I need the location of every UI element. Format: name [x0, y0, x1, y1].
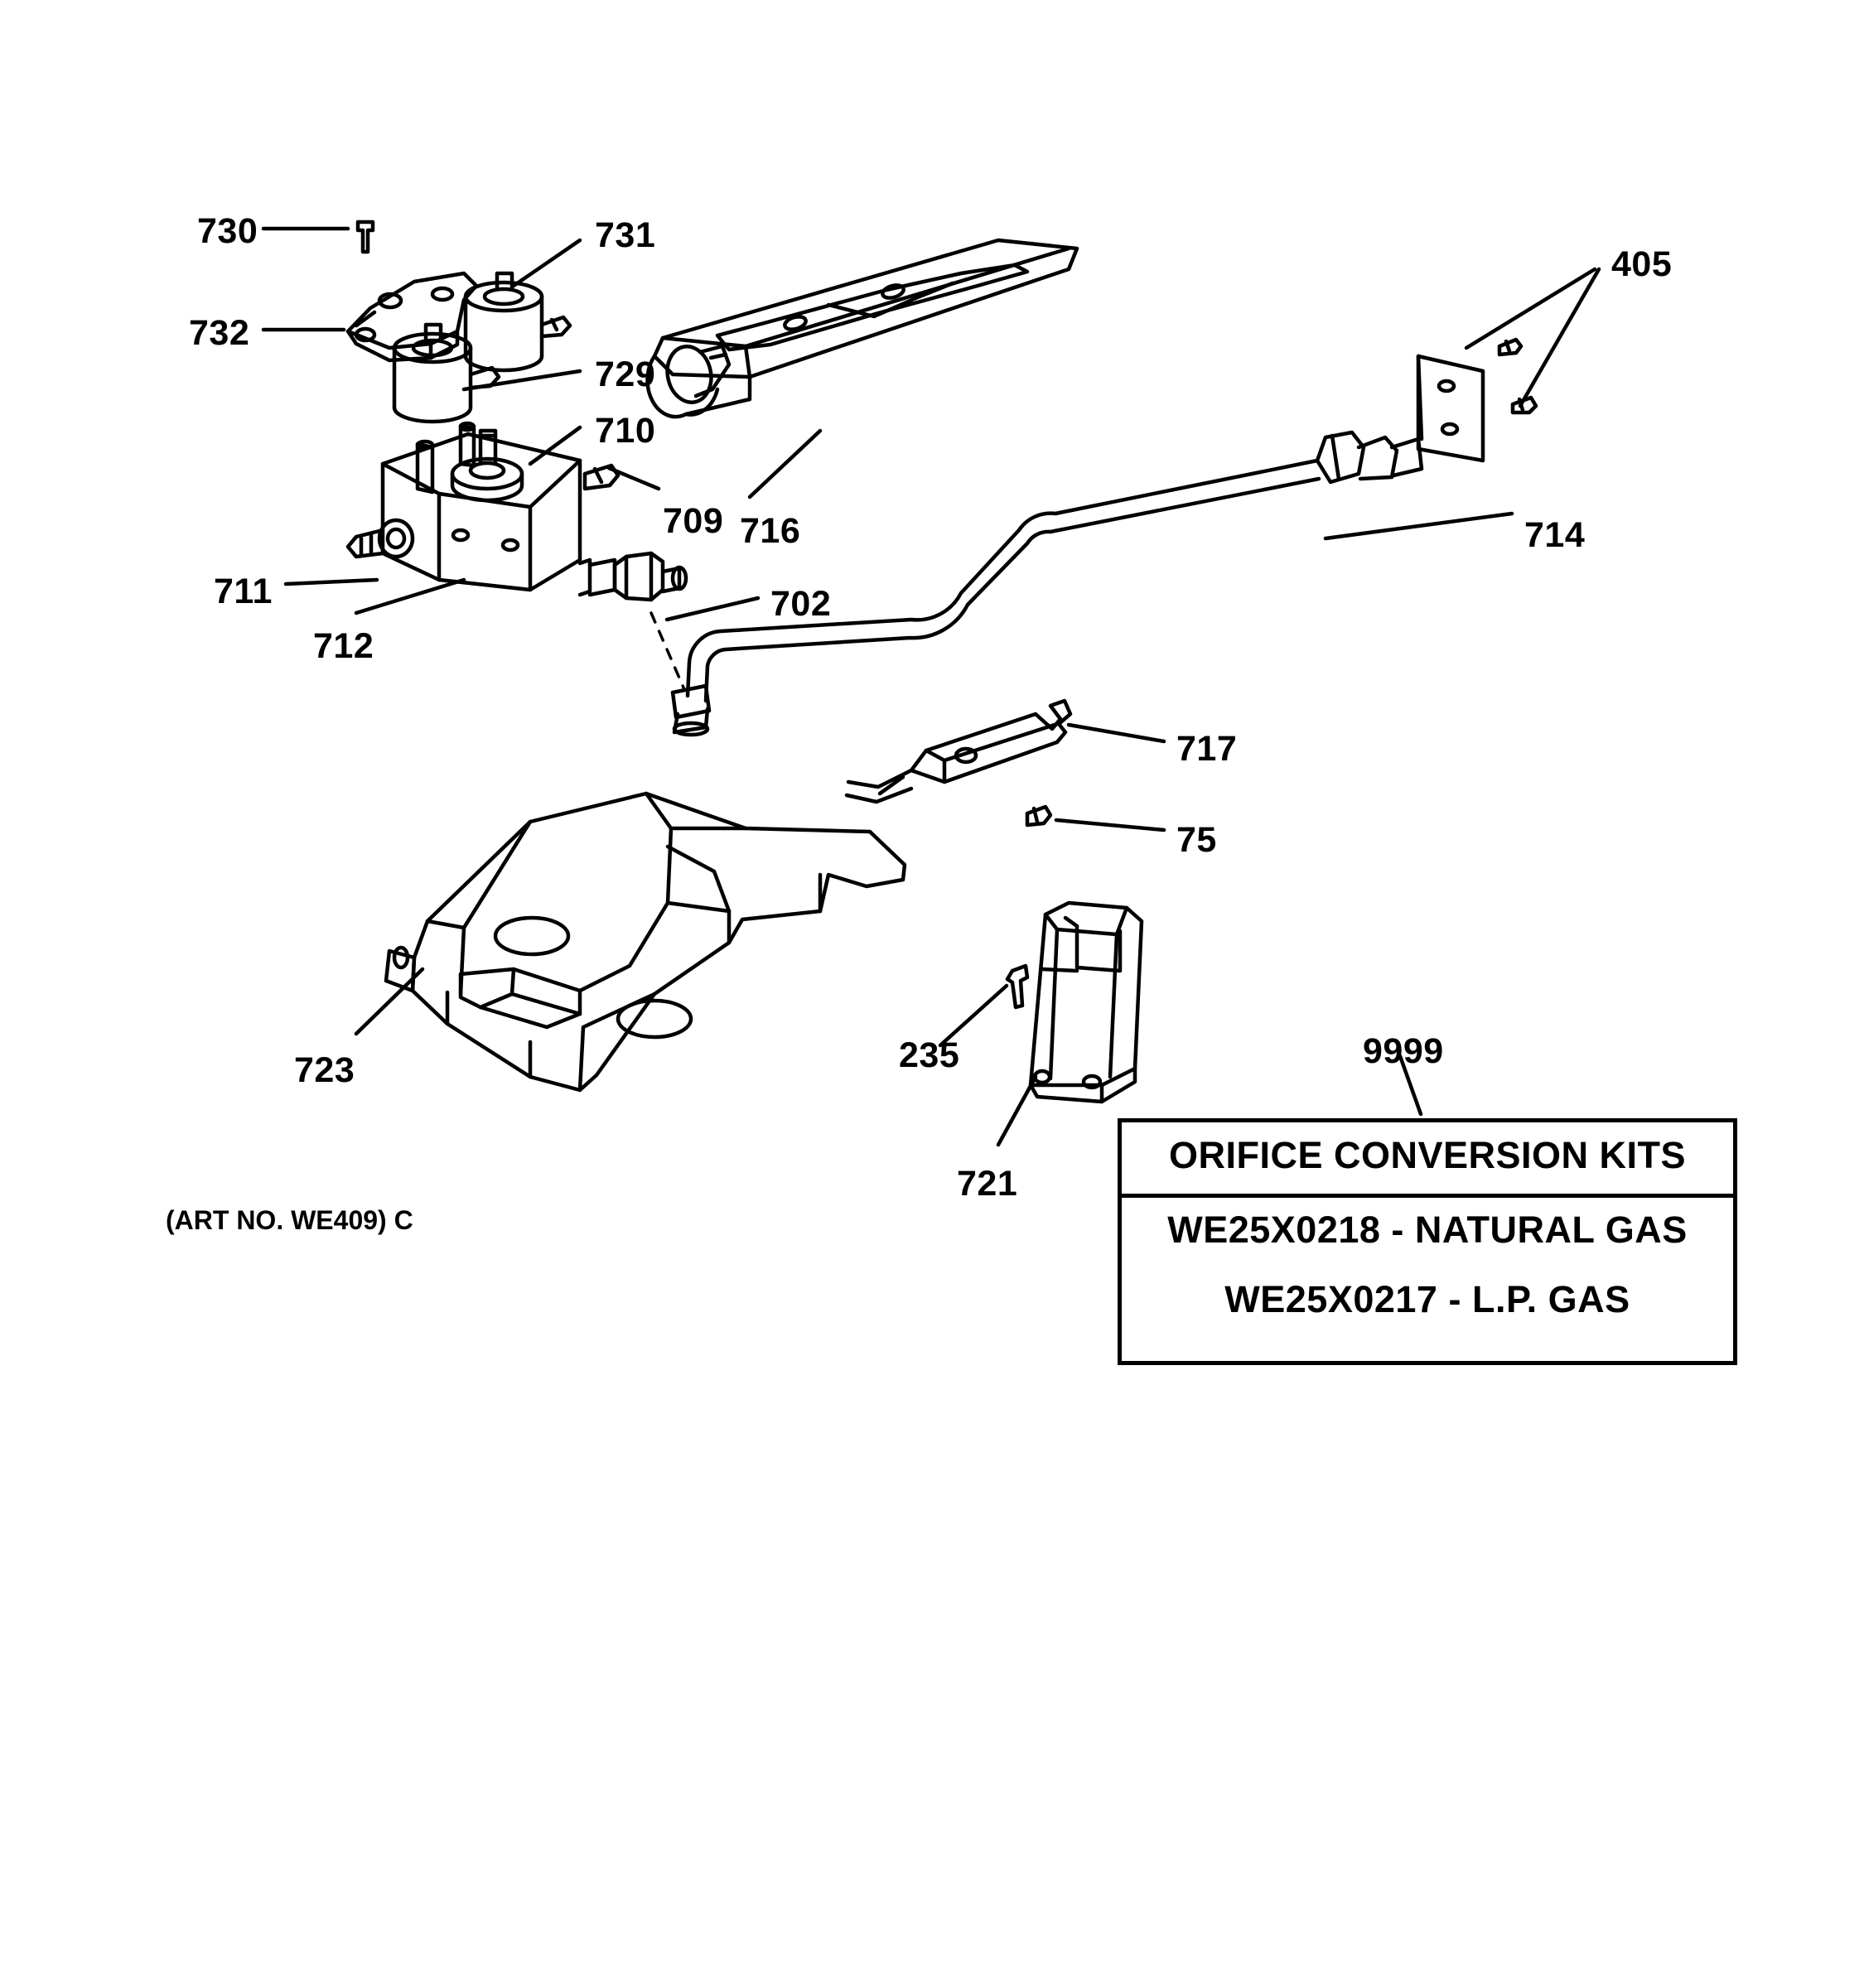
callout-75: 75 [1176, 820, 1217, 860]
orifice-kit-natural-gas: WE25X0218 - NATURAL GAS [1167, 1209, 1688, 1251]
callout-730: 730 [197, 211, 258, 251]
callout-731: 731 [595, 215, 656, 255]
part-235-screw [1007, 966, 1027, 1007]
orifice-kits-title: ORIFICE CONVERSION KITS [1168, 1134, 1687, 1176]
callout-721: 721 [957, 1164, 1018, 1204]
callout-717: 717 [1176, 729, 1238, 769]
callout-714: 714 [1524, 515, 1586, 555]
part-405-mounting-plate [1418, 340, 1536, 461]
part-702-union-fitting [615, 553, 686, 688]
leader-lines [263, 229, 1599, 1145]
callout-712: 712 [313, 626, 374, 666]
callout-729: 729 [595, 355, 656, 394]
callout-711: 711 [214, 572, 273, 611]
callout-716: 716 [740, 511, 801, 551]
part-723-burner-support-pan [386, 794, 905, 1090]
part-730-screw [358, 222, 373, 252]
callout-710: 710 [595, 411, 656, 451]
callout-405: 405 [1611, 244, 1673, 284]
part-717-igniter [847, 701, 1070, 802]
part-731-solenoid-coil [466, 273, 570, 370]
part-712-gas-valve-body [348, 423, 618, 595]
callout-9999: 9999 [1363, 1031, 1444, 1071]
part-716-burner-tube-assembly [648, 240, 1077, 417]
callout-732: 732 [189, 313, 250, 353]
part-75-screw [1027, 807, 1050, 825]
callout-702: 702 [770, 584, 832, 624]
callout-235: 235 [899, 1035, 960, 1075]
callout-709: 709 [663, 501, 724, 541]
art-number-note: (ART NO. WE409) C [166, 1205, 413, 1235]
part-729-solenoid-coil [394, 325, 499, 422]
orifice-kits-divider [1122, 1194, 1733, 1198]
part-721-burner-shield [1031, 903, 1142, 1102]
orifice-kit-lp-gas: WE25X0217 - L.P. GAS [1224, 1278, 1630, 1320]
callout-723: 723 [294, 1050, 355, 1090]
orifice-conversion-kits-box [1118, 1118, 1737, 1365]
